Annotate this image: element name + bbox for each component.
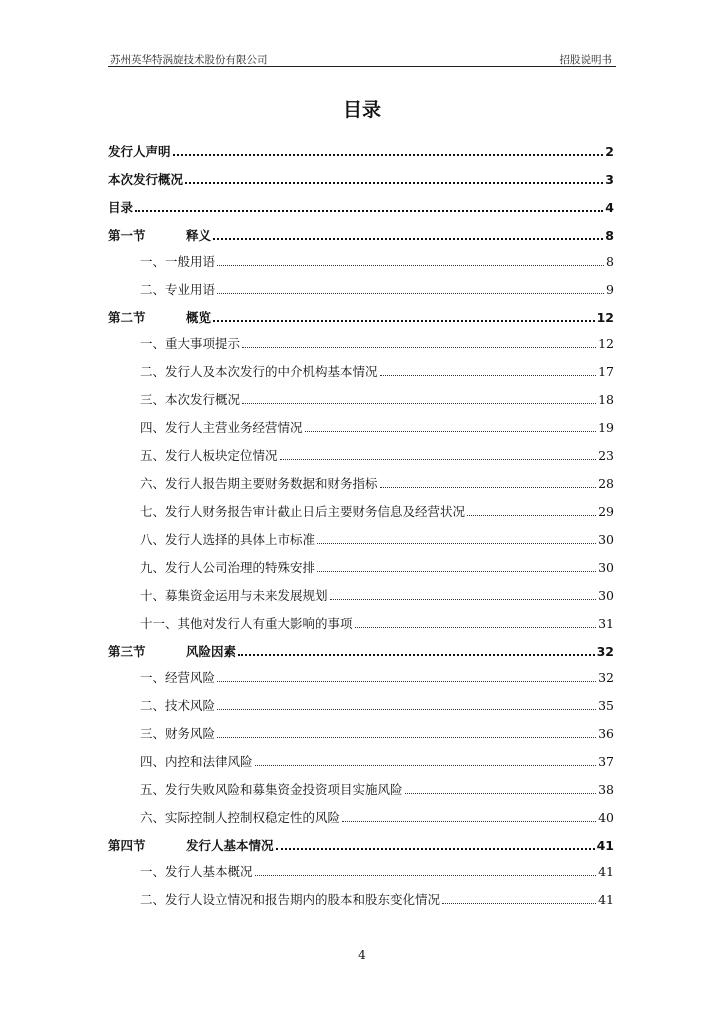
toc-dot-leader <box>213 319 595 322</box>
toc-page-number: 28 <box>598 476 614 491</box>
toc-page-number: 41 <box>598 864 614 879</box>
toc-page-number: 30 <box>598 588 614 603</box>
toc-entry[interactable] <box>108 388 614 408</box>
toc-entry[interactable] <box>108 416 614 436</box>
toc-entry[interactable] <box>108 584 614 604</box>
toc-section-number: 第二节 <box>108 310 146 325</box>
toc-entry[interactable] <box>108 332 614 352</box>
toc-page-number: 40 <box>598 810 614 825</box>
page-title: 目录 <box>342 99 381 121</box>
toc-dot-leader <box>217 264 604 266</box>
toc-entry-label: 六、实际控制人控制权稳定性的风险 <box>140 810 341 825</box>
toc-page-number: 32 <box>596 644 614 659</box>
toc-entry-label: 一、发行人基本概况 <box>140 864 253 879</box>
toc-entry[interactable] <box>108 278 614 298</box>
toc-entry-label: 五、发行人板块定位情况 <box>140 448 278 463</box>
toc-entry[interactable] <box>108 888 614 908</box>
toc-dot-leader <box>305 430 597 432</box>
toc-dot-leader <box>242 402 596 404</box>
toc-page-number: 3 <box>605 172 614 187</box>
toc-dot-leader <box>330 598 597 600</box>
toc-dot-leader <box>342 820 596 822</box>
toc-dot-leader <box>317 570 596 572</box>
toc-dot-leader <box>217 708 596 710</box>
toc-entry-label: 四、发行人主营业务经营情况 <box>140 420 303 435</box>
toc-entry-label: 二、发行人设立情况和报告期内的股本和股东变化情况 <box>140 892 441 907</box>
toc-dot-leader <box>217 736 596 738</box>
toc-entry-label: 释义 <box>186 228 212 243</box>
toc-dot-leader <box>255 874 597 876</box>
toc-entry-label: 二、发行人及本次发行的中介机构基本情况 <box>140 364 378 379</box>
toc-entry[interactable] <box>108 306 614 326</box>
toc-entry-label: 八、发行人选择的具体上市标准 <box>140 532 316 547</box>
header-doc-type: 招股说明书 <box>559 54 612 66</box>
toc-dot-leader <box>238 653 595 656</box>
toc-page-number: 4 <box>605 200 614 215</box>
toc-entry-label: 三、本次发行概况 <box>140 392 241 407</box>
toc-entry-label: 十一、其他对发行人有重大影响的事项 <box>140 616 353 631</box>
header-company: 苏州英华特涡旋技术股份有限公司 <box>110 54 268 66</box>
toc-entry-label: 一、经营风险 <box>140 670 216 685</box>
toc-page-number: 2 <box>605 144 614 159</box>
toc-entry-label: 一、重大事项提示 <box>140 336 241 351</box>
toc-dot-leader <box>467 514 596 516</box>
toc-page-number: 35 <box>598 698 614 713</box>
toc-page-number: 12 <box>598 336 614 351</box>
toc-dot-leader <box>217 680 596 682</box>
toc-entry-label: 十、募集资金运用与未来发展规划 <box>140 588 328 603</box>
toc-dot-leader <box>242 346 596 348</box>
toc-dot-leader <box>276 847 595 850</box>
toc-dot-leader <box>355 626 597 628</box>
toc-entry[interactable] <box>108 640 614 660</box>
toc-page-number: 12 <box>596 310 614 325</box>
toc-entry-label: 四、内控和法律风险 <box>140 754 253 769</box>
toc-section-number: 第三节 <box>108 644 146 659</box>
toc-entry[interactable] <box>108 666 614 686</box>
toc-entry-label: 概览 <box>186 310 212 325</box>
toc-page-number: 41 <box>596 838 614 853</box>
toc-page-number: 36 <box>598 726 614 741</box>
toc-entry[interactable] <box>108 500 614 520</box>
page-number: 4 <box>358 948 366 962</box>
toc-entry[interactable] <box>108 556 614 576</box>
toc-entry[interactable] <box>108 778 614 798</box>
toc-page-number: 31 <box>598 616 614 631</box>
toc-section-number: 第四节 <box>108 838 146 853</box>
toc-page-number: 19 <box>598 420 614 435</box>
toc-dot-leader <box>380 486 597 488</box>
toc-entry-label: 六、发行人报告期主要财务数据和财务指标 <box>140 476 378 491</box>
toc-page-number: 9 <box>606 282 614 297</box>
toc-page-number: 38 <box>598 782 614 797</box>
toc-entry-label: 二、专业用语 <box>140 282 216 297</box>
toc-page-number: 18 <box>598 392 614 407</box>
toc-entry[interactable] <box>108 472 614 492</box>
toc-page-number: 37 <box>598 754 614 769</box>
toc-page-number: 30 <box>598 532 614 547</box>
toc-dot-leader <box>173 153 604 156</box>
toc-entry-label: 五、发行失败风险和募集资金投资项目实施风险 <box>140 782 403 797</box>
toc-page-number: 30 <box>598 560 614 575</box>
toc-entry[interactable] <box>108 612 614 632</box>
toc-entry-label: 九、发行人公司治理的特殊安排 <box>140 560 316 575</box>
toc-page-number: 8 <box>606 254 614 269</box>
toc-dot-leader <box>135 209 603 212</box>
toc-section-number: 第一节 <box>108 228 146 243</box>
toc-entry[interactable] <box>108 750 614 770</box>
toc-entry-label: 发行人基本情况 <box>186 838 274 853</box>
toc-entry[interactable] <box>108 444 614 464</box>
toc-entry[interactable] <box>108 528 614 548</box>
toc-entry-label: 目录 <box>108 200 134 215</box>
toc-page-number: 8 <box>605 228 614 243</box>
toc-page-number: 17 <box>598 364 614 379</box>
toc-page-number: 23 <box>598 448 614 463</box>
toc-entry[interactable] <box>108 196 614 216</box>
toc-dot-leader <box>442 902 596 904</box>
toc-page-number: 32 <box>598 670 614 685</box>
toc-entry[interactable] <box>108 250 614 270</box>
toc-entry-label: 三、财务风险 <box>140 726 216 741</box>
toc-page-number: 41 <box>598 892 614 907</box>
toc-dot-leader <box>405 792 597 794</box>
toc-dot-leader <box>380 374 597 376</box>
toc-entry[interactable] <box>108 694 614 714</box>
toc-entry[interactable] <box>108 806 614 826</box>
toc-entry-label: 一、一般用语 <box>140 254 216 269</box>
toc-entry-label: 发行人声明 <box>108 144 171 159</box>
toc-entry[interactable] <box>108 168 614 188</box>
toc-dot-leader <box>213 237 603 240</box>
toc-dot-leader <box>255 764 597 766</box>
toc-entry[interactable] <box>108 834 614 854</box>
toc-entry-label: 二、技术风险 <box>140 698 216 713</box>
toc-entry-label: 七、发行人财务报告审计截止日后主要财务信息及经营状况 <box>140 504 466 519</box>
toc-entry-label: 风险因素 <box>186 644 237 659</box>
toc-entry[interactable] <box>108 224 614 244</box>
header-divider <box>108 66 616 67</box>
toc-entry[interactable] <box>108 722 614 742</box>
toc-entry[interactable] <box>108 360 614 380</box>
toc-dot-leader <box>317 542 596 544</box>
toc-dot-leader <box>280 458 597 460</box>
toc-page-number: 29 <box>598 504 614 519</box>
toc-dot-leader <box>185 181 603 184</box>
toc-dot-leader <box>217 292 604 294</box>
toc-entry[interactable] <box>108 140 614 160</box>
toc-entry-label: 本次发行概况 <box>108 172 184 187</box>
toc-entry[interactable] <box>108 860 614 880</box>
